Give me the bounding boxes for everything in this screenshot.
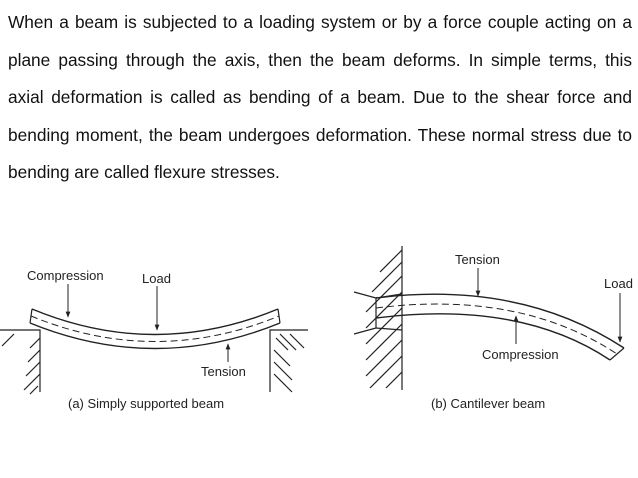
fixed-wall <box>366 246 402 390</box>
load-label-a: Load <box>142 271 171 286</box>
load-label-b: Load <box>604 276 633 291</box>
cantilever-diagram <box>354 246 633 411</box>
bending-diagram <box>0 238 638 428</box>
left-support <box>0 330 40 394</box>
caption-b: (b) Cantilever beam <box>431 396 546 411</box>
body-paragraph: When a beam is subjected to a loading system or by a force couple acting on a plane passing through the axis, then the beam deforms. In simple terms, this axial deformation is called as bending of a beam. Due to the shear force and bending moment, the beam undergoes deformation. These normal stress due to bending are called flexure stresses. <box>8 12 632 183</box>
bending-figure <box>0 238 638 428</box>
compression-label-a: Compression <box>27 268 104 283</box>
simply-supported-diagram <box>0 268 308 411</box>
tension-label-b: Tension <box>455 252 500 267</box>
caption-a: (a) Simply supported beam <box>68 396 225 411</box>
tension-label-a: Tension <box>201 364 246 379</box>
compression-label-b: Compression <box>482 347 559 362</box>
right-support <box>270 330 308 392</box>
